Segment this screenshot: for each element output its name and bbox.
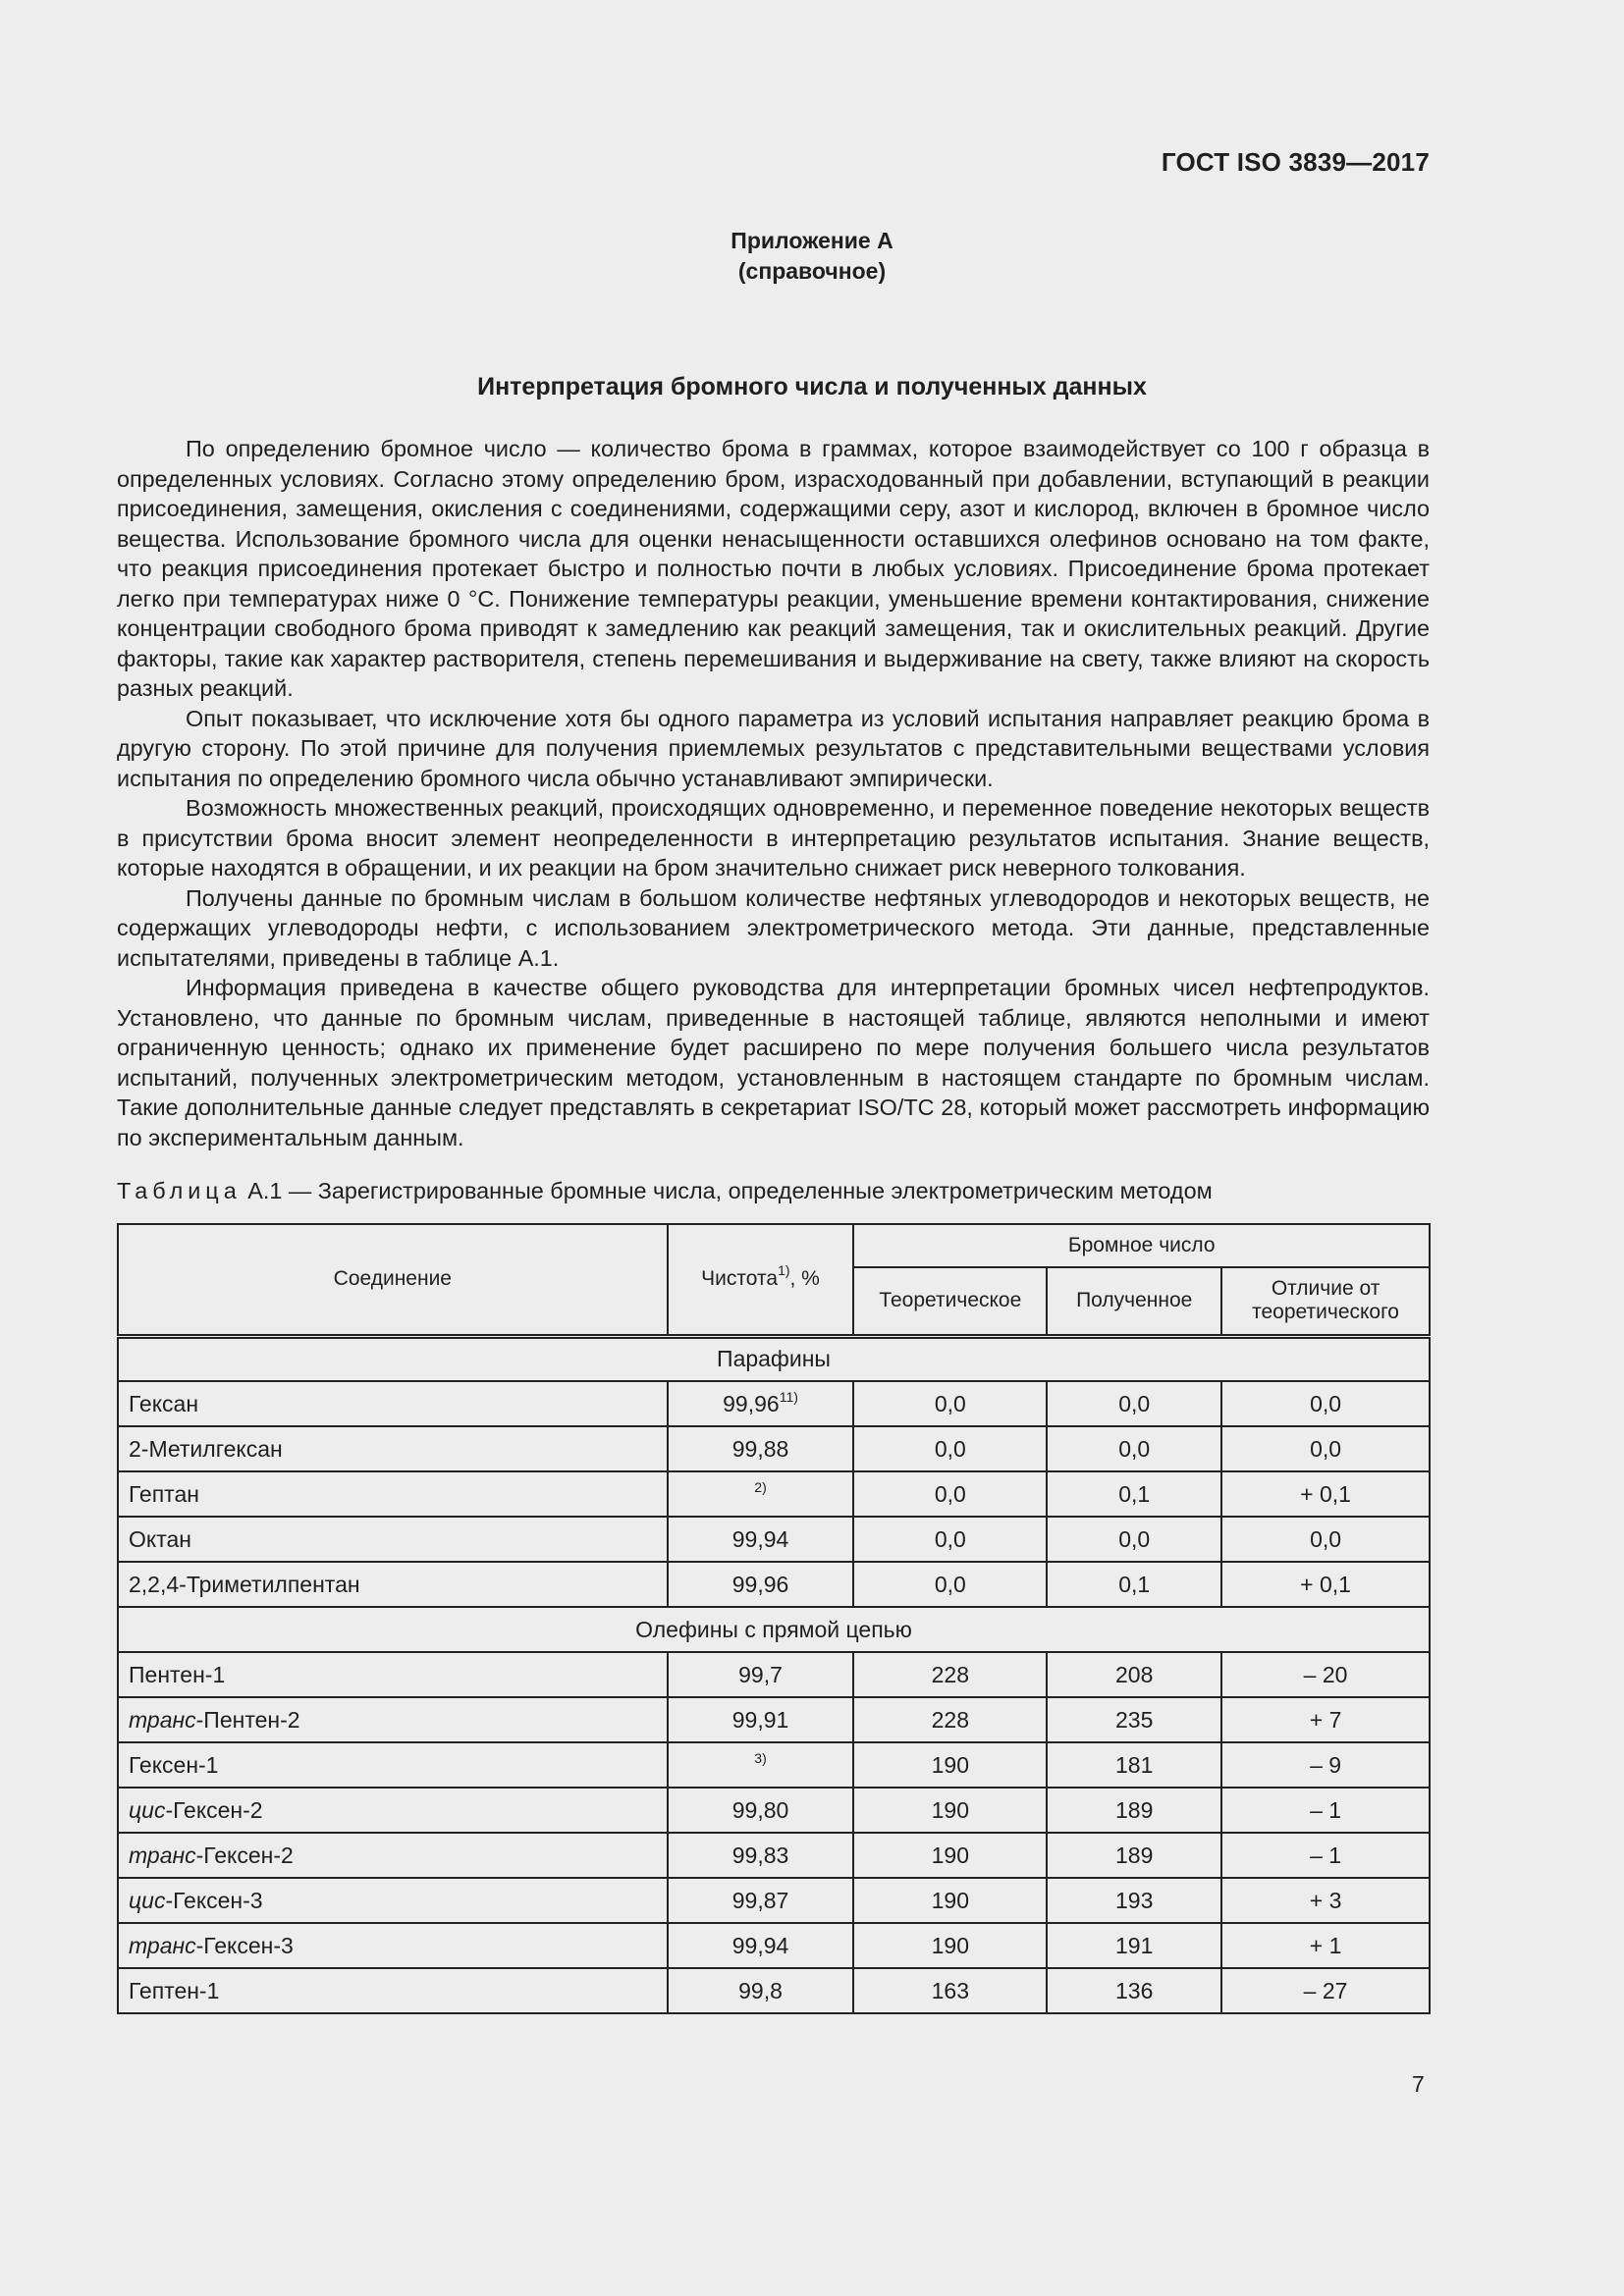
purity-cell (668, 1562, 854, 1607)
group-header: Парафины (118, 1336, 1430, 1381)
compound-name: -Гексен-3 (195, 1932, 294, 1958)
theoretical-cell: 0,0 (853, 1471, 1047, 1517)
compound-cell (118, 1471, 668, 1517)
compound-name: -Гексен-2 (165, 1796, 263, 1823)
difference-cell: – 27 (1221, 1968, 1430, 2013)
compound-cell (118, 1562, 668, 1607)
compound-prefix: транс (129, 1706, 196, 1733)
theoretical-cell: 0,0 (853, 1381, 1047, 1426)
purity-value: 99,91 (731, 1706, 789, 1733)
compound-name: -Гексен-2 (195, 1842, 294, 1868)
obtained-cell: 189 (1047, 1788, 1221, 1833)
purity-value: 99,88 (731, 1435, 789, 1462)
difference-cell: + 7 (1221, 1697, 1430, 1742)
table-row (118, 1471, 1430, 1517)
compound-cell (118, 1968, 668, 2013)
purity-cell (668, 1517, 854, 1562)
purity-cell (668, 1652, 854, 1697)
purity-cell (668, 1878, 854, 1923)
compound-name: -Гексен-3 (165, 1887, 263, 1913)
compound-cell (118, 1742, 668, 1788)
table-row (118, 1833, 1430, 1878)
obtained-cell: 235 (1047, 1697, 1221, 1742)
table-row (118, 1968, 1430, 2013)
header-purity-label: Чистота (701, 1267, 779, 1291)
purity-value: 99,94 (731, 1932, 789, 1958)
header-compound: Соединение (118, 1224, 668, 1336)
table-row (118, 1878, 1430, 1923)
obtained-cell: 189 (1047, 1833, 1221, 1878)
compound-name: Пентен-1 (129, 1661, 226, 1687)
table-row (118, 1788, 1430, 1833)
purity-cell (668, 1742, 854, 1788)
paragraph: Информация приведена в качестве общего руководства для интерпретации бромных чисел нефтепродуктов. Установлено, что данные по бромным числам, приведенные в настоящей таблице, являются неполными и имеют ограниченную ценность; однако их применение будет расширено по мере получения большего числа результатов испытаний, полученных электрометрическим методом, установленным в настоящем стандарте по бромным числам. Такие дополнительные данные следует представлять в секретариат ISO/TC 28, который может рассмотреть информацию по экспериментальным данным. (117, 975, 1430, 1150)
purity-cell (668, 1426, 854, 1471)
purity-footnote: 2) (754, 1478, 767, 1495)
difference-cell: + 0,1 (1221, 1562, 1430, 1607)
compound-prefix: транс (129, 1842, 196, 1868)
purity-value: 99,94 (731, 1525, 789, 1552)
theoretical-cell: 228 (853, 1697, 1047, 1742)
difference-cell: + 1 (1221, 1923, 1430, 1968)
group-row (118, 1336, 1430, 1381)
compound-cell (118, 1923, 668, 1968)
header-obtained: Полученное (1047, 1267, 1221, 1336)
obtained-cell: 0,0 (1047, 1517, 1221, 1562)
body-text (117, 434, 1430, 1152)
theoretical-cell: 190 (853, 1742, 1047, 1788)
obtained-cell: 0,0 (1047, 1381, 1221, 1426)
header-difference: Отличие от теоретического (1221, 1267, 1430, 1336)
compound-name: -Пентен-2 (195, 1706, 300, 1733)
purity-value: 99,80 (731, 1796, 789, 1823)
paragraph: Опыт показывает, что исключение хотя бы одного параметра из условий испытания направляет реакцию брома в другую сторону. По этой причине для получения приемлемых результатов с представительными веществами условия испытания по определению бромного числа обычно устанавливают эмпирически. (117, 705, 1430, 791)
obtained-cell: 208 (1047, 1652, 1221, 1697)
header-bromine-number: Бромное число (853, 1224, 1430, 1267)
header-purity-footnote: 1) (778, 1262, 790, 1279)
compound-prefix: транс (129, 1932, 196, 1958)
section-title: Интерпретация бромного числа и полученных данных (477, 373, 1147, 400)
difference-cell: – 9 (1221, 1742, 1430, 1788)
compound-prefix: цис (129, 1796, 166, 1823)
purity-value: 99,96 (731, 1571, 789, 1597)
obtained-cell: 193 (1047, 1878, 1221, 1923)
difference-cell: – 1 (1221, 1833, 1430, 1878)
obtained-cell: 0,1 (1047, 1562, 1221, 1607)
purity-cell (668, 1471, 854, 1517)
compound-cell (118, 1833, 668, 1878)
theoretical-cell: 190 (853, 1878, 1047, 1923)
compound-name: Гептан (129, 1480, 199, 1507)
compound-name: Гексан (129, 1390, 199, 1416)
paragraph: По определению бромное число — количество брома в граммах, которое взаимодействует со 100 г образца в определенных условиях. Согласно этому определению бром, израсходованный при добавлении, вступающий в реакции присоединения, замещения, окисления с соединениями, содержащими серу, азот и кислород, включен в бромное число вещества. Использование бромного числа для оценки ненасыщенности оставшихся олефинов основано на том факте, что реакция присоединения протекает быстро и полностью почти в любых условиях. Присоединение брома протекает легко при температурах ниже 0 °С. Понижение температуры реакции, уменьшение времени контактирования, снижение концентрации свободного брома приводят к замедлению как реакций замещения, так и окислительных реакций. Другие факторы, такие как характер растворителя, степень перемешивания и выдерживание на свету, также влияют на скорость разных реакций. (117, 436, 1430, 701)
difference-cell: 0,0 (1221, 1517, 1430, 1562)
difference-cell: 0,0 (1221, 1426, 1430, 1471)
purity-footnote: 3) (754, 1749, 767, 1766)
compound-prefix: цис (129, 1887, 166, 1913)
page-number: 7 (1412, 2071, 1425, 2097)
purity-cell (668, 1923, 854, 1968)
purity-cell (668, 1697, 854, 1742)
theoretical-cell: 190 (853, 1788, 1047, 1833)
purity-cell (668, 1788, 854, 1833)
difference-cell: 0,0 (1221, 1381, 1430, 1426)
obtained-cell: 136 (1047, 1968, 1221, 2013)
annex-subtitle: (справочное) (737, 258, 887, 284)
compound-cell (118, 1381, 668, 1426)
theoretical-cell: 190 (853, 1833, 1047, 1878)
purity-cell (668, 1381, 854, 1426)
table-row (118, 1381, 1430, 1426)
table-row (118, 1517, 1430, 1562)
annex-title: Приложение А (731, 228, 893, 253)
purity-value: 99,7 (738, 1661, 783, 1687)
purity-value: 99,96 (723, 1390, 780, 1416)
compound-cell (118, 1788, 668, 1833)
purity-cell (668, 1833, 854, 1878)
purity-value: 99,83 (731, 1842, 789, 1868)
obtained-cell: 0,0 (1047, 1426, 1221, 1471)
purity-value: 99,8 (738, 1977, 783, 2003)
table-row (118, 1652, 1430, 1697)
table-row (118, 1697, 1430, 1742)
compound-name: Октан (129, 1525, 191, 1552)
obtained-cell: 0,1 (1047, 1471, 1221, 1517)
compound-name: 2,2,4-Триметилпентан (129, 1571, 360, 1597)
header-purity-unit: , % (789, 1267, 820, 1291)
purity-value: 99,87 (731, 1887, 789, 1913)
annex-heading (0, 226, 1624, 287)
difference-cell: + 3 (1221, 1878, 1430, 1923)
theoretical-cell: 0,0 (853, 1426, 1047, 1471)
obtained-cell: 191 (1047, 1923, 1221, 1968)
purity-footnote: 11) (779, 1388, 798, 1405)
group-row (118, 1607, 1430, 1652)
compound-name: Гептен-1 (129, 1977, 220, 2003)
theoretical-cell: 0,0 (853, 1562, 1047, 1607)
standard-id: ГОСТ ISO 3839—2017 (1161, 147, 1430, 177)
table-row (118, 1742, 1430, 1788)
table-caption-label: Таблица (117, 1178, 242, 1203)
table-row (118, 1426, 1430, 1471)
compound-cell (118, 1878, 668, 1923)
table-row (118, 1923, 1430, 1968)
header-theoretical: Теоретическое (853, 1267, 1047, 1336)
difference-cell: – 20 (1221, 1652, 1430, 1697)
table-row (118, 1562, 1430, 1607)
group-header: Олефины с прямой цепью (118, 1607, 1430, 1652)
compound-cell (118, 1426, 668, 1471)
theoretical-cell: 190 (853, 1923, 1047, 1968)
theoretical-cell: 163 (853, 1968, 1047, 2013)
compound-name: 2-Метилгексан (129, 1435, 283, 1462)
table-caption (117, 1178, 1213, 1204)
theoretical-cell: 228 (853, 1652, 1047, 1697)
header-purity (668, 1224, 854, 1336)
bromine-number-table (117, 1223, 1431, 2014)
paragraph: Возможность множественных реакций, происходящих одновременно, и переменное поведение некоторых веществ в присутствии брома вносит элемент неопределенности в интерпретацию результатов испытания. Знание веществ, которые находятся в обращении, и их реакции на бром значительно снижает риск неверного толкования. (117, 795, 1430, 881)
table-body (118, 1336, 1430, 2013)
purity-cell (668, 1968, 854, 2013)
paragraph: Получены данные по бромным числам в большом количестве нефтяных углеводородов и некоторых веществ, не содержащих углеводороды нефти, с использованием электрометрического метода. Эти данные, представленные испытателями, приведены в таблице А.1. (117, 884, 1430, 971)
compound-name: Гексен-1 (129, 1751, 219, 1778)
difference-cell: – 1 (1221, 1788, 1430, 1833)
difference-cell: + 0,1 (1221, 1471, 1430, 1517)
table-caption-text: А.1 — Зарегистрированные бромные числа, определенные электрометрическим методом (247, 1178, 1213, 1203)
compound-cell (118, 1652, 668, 1697)
obtained-cell: 181 (1047, 1742, 1221, 1788)
compound-cell (118, 1517, 668, 1562)
compound-cell (118, 1697, 668, 1742)
theoretical-cell: 0,0 (853, 1517, 1047, 1562)
